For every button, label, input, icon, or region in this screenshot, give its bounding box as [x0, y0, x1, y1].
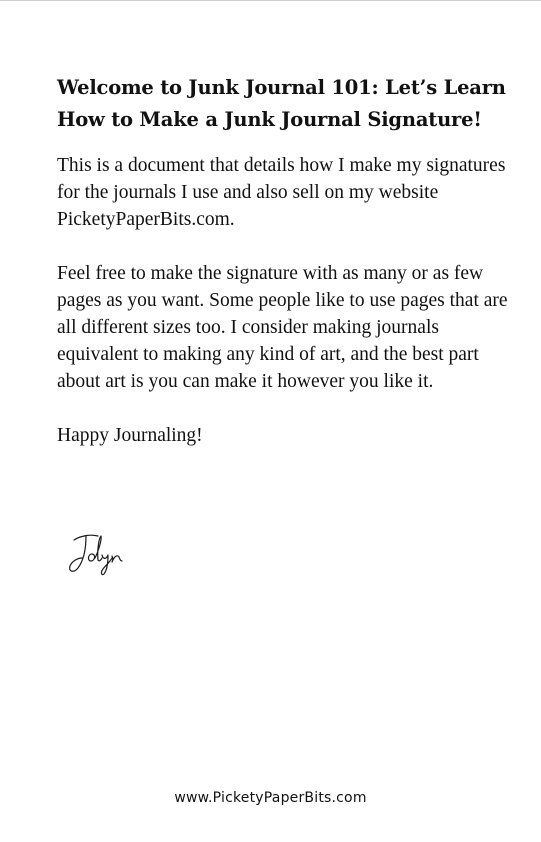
- closing-paragraph: Happy Journaling!: [57, 425, 203, 446]
- details-paragraph: Feel free to make the signature with as many or as few pages as you want. Some people like to use pages that are all different sizes too. I consider making journals equivalent to making any kind of art, and the best part about art is you can make it however you like it.: [57, 263, 508, 392]
- intro-paragraph: This is a document that details how I make my signatures for the journals I use and also sell on my website PicketyPaperBits.com.: [57, 155, 506, 230]
- footer-website-url: www.PicketyPaperBits.com: [174, 790, 367, 806]
- document-body: [57, 72, 519, 449]
- top-divider: [0, 0, 541, 1]
- handwritten-signature: [64, 528, 154, 578]
- page-title: Welcome to Junk Journal 101: Let’s Learn How to Make a Junk Journal Signature!: [57, 76, 506, 131]
